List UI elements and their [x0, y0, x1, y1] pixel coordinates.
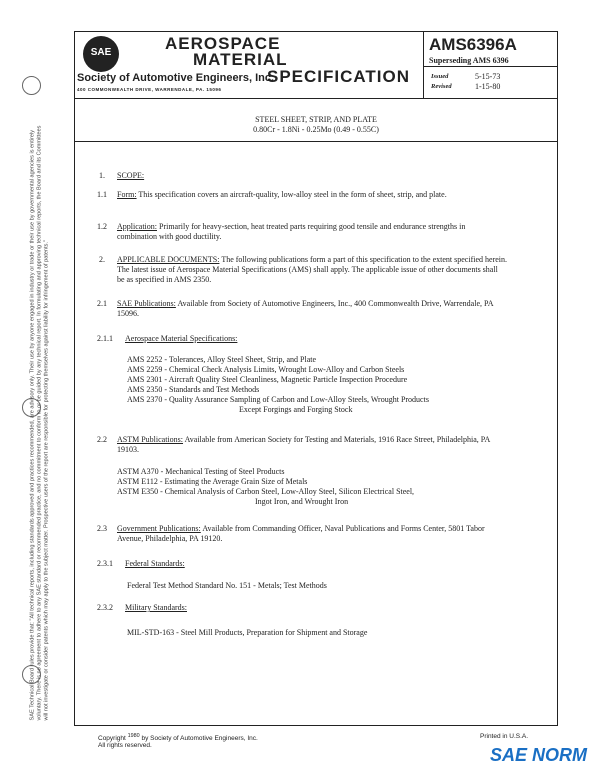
- section-paragraph: MIL-STD-163 - Steel Mill Products, Preparation for Shipment and Storage: [127, 628, 368, 637]
- section-number: 2.: [99, 255, 105, 264]
- section-number: 2.1.1: [97, 334, 113, 343]
- section-number: 1.2: [97, 222, 107, 231]
- section-paragraph: SAE Publications: Available from Society of Automotive Engineers, Inc., 400 Commonwealth Drive, Warrendale, PA 15096.: [117, 299, 494, 318]
- header-divider: [423, 32, 424, 98]
- document-header: [74, 31, 558, 99]
- sae-logo: SAE: [83, 36, 119, 72]
- list-item: AMS 2252 - Tolerances, Alloy Steel Sheet, Strip, and Plate: [127, 355, 317, 364]
- issued-date: 5-15-73: [475, 72, 501, 81]
- section-number: 2.1: [97, 299, 107, 308]
- section-heading: Aerospace Material Specifications:: [125, 334, 238, 343]
- revised-date: 1-15-80: [475, 82, 501, 91]
- section-number: 2.3.2: [97, 603, 113, 612]
- astm-reference-list: [117, 467, 547, 507]
- list-item: Except Forgings and Forging Stock: [239, 405, 353, 414]
- ams-number: AMS6396A: [429, 35, 517, 54]
- society-address: 400 COMMONWEALTH DRIVE, WARRENDALE, PA. 15096: [77, 87, 222, 92]
- section-paragraph: APPLICABLE DOCUMENTS: The following publications form a part of this specification to the extent specified herein. The latest issue of Aerospace Material Specifications (AMS) shall apply. The applicable issue of other documents shall be as specified in AMS 2350.: [117, 255, 508, 284]
- copyright-line: Copyright $^{1980}$ by Society of Automotive Engineers, Inc.: [98, 733, 258, 743]
- supersedes-note: Superseding AMS 6396: [429, 56, 509, 65]
- section-heading: Military Standards:: [125, 603, 187, 612]
- section-number: 2.2: [97, 435, 107, 444]
- list-item: ASTM E112 - Estimating the Average Grain Size of Metals: [117, 477, 308, 486]
- watermark-text: SAE NORM: [490, 745, 588, 765]
- section-paragraph: ASTM Publications: Available from American Society for Testing and Materials, 1916 Race Street, Philadelphia, PA 19103.: [117, 435, 490, 454]
- list-item: AMS 2259 - Chemical Check Analysis Limits, Wrought Low-Alloy and Carbon Steels: [127, 365, 405, 374]
- society-name: Society of Automotive Engineers, Inc.: [77, 72, 275, 84]
- section-paragraph: Government Publications: Available from Commanding Officer, Naval Publications and Forms Center, 5801 Tabor Avenue, Philadelphia, PA 19120.: [117, 524, 485, 543]
- section-number: 2.3.1: [97, 559, 113, 568]
- list-item: AMS 2301 - Aircraft Quality Steel Cleanliness, Magnetic Particle Inspection Procedure: [127, 375, 408, 384]
- section-paragraph: Application: Primarily for heavy-section, heat treated parts requiring good tensile and endurance strengths in combination with good ductility.: [117, 222, 466, 241]
- issued-label: Issued: [431, 73, 449, 80]
- section-number: 1.: [99, 171, 105, 180]
- title-rule: [75, 141, 557, 142]
- section-heading: Federal Standards:: [125, 559, 185, 568]
- header-rule: [423, 66, 557, 67]
- list-item: ASTM E350 - Chemical Analysis of Carbon Steel, Low-Alloy Steel, Silicon Electrical Steel,: [117, 487, 415, 496]
- document-body: [74, 97, 558, 726]
- section-paragraph: Federal Test Method Standard No. 151 - Metals; Test Methods: [127, 581, 327, 590]
- section-number: 2.3: [97, 524, 107, 533]
- list-item: Ingot Iron, and Wrought Iron: [255, 497, 349, 506]
- printed-line: Printed in U.S.A.: [480, 733, 529, 740]
- watermark-logo: [490, 745, 587, 766]
- list-item: AMS 2370 - Quality Assurance Sampling of Carbon and Low-Alloy Steels, Wrought Products: [127, 395, 429, 404]
- ams-reference-list: [127, 355, 547, 415]
- doc-title: STEEL SHEET, STRIP, AND PLATE: [255, 115, 377, 124]
- header-title-line3: SPECIFICATION: [267, 67, 411, 86]
- header-title-line1: AEROSPACE: [165, 34, 281, 53]
- list-item: ASTM A370 - Mechanical Testing of Steel Products: [117, 467, 285, 476]
- section-number: 1.1: [97, 190, 107, 199]
- section-paragraph: Form: This specification covers an aircraft-quality, low-alloy steel in the form of sheet, strip, and plate.: [117, 190, 447, 199]
- punch-hole-circle: [22, 76, 41, 95]
- side-disclaimer: SAE Technical Board rules provide that: "All technical reports, including standards approved and practices recommended, are advisory only. Their use by anyone engaged in industry or trade or their use by governmental agencies is entirely voluntary. There is no agreement to adhere to any SAE standard or recommended practice, and no commitment to conform to or be guided by any technical report. In formulating and approving technical reports, the Board and its Committees will not investigate or consider patents which may apply to the subject matter. Prospective users of the report are responsible for protecting themselves against liability for infringement of patents.": [29, 125, 50, 721]
- section-heading: SCOPE:: [117, 171, 145, 180]
- header-title-line2: MATERIAL: [193, 50, 288, 69]
- list-item: AMS 2350 - Standards and Test Methods: [127, 385, 260, 394]
- revised-label: Revised: [431, 83, 452, 90]
- doc-composition: 0.80Cr - 1.8Ni - 0.25Mo (0.49 - 0.55C): [253, 125, 379, 134]
- rights-line: All rights reserved.: [98, 742, 152, 749]
